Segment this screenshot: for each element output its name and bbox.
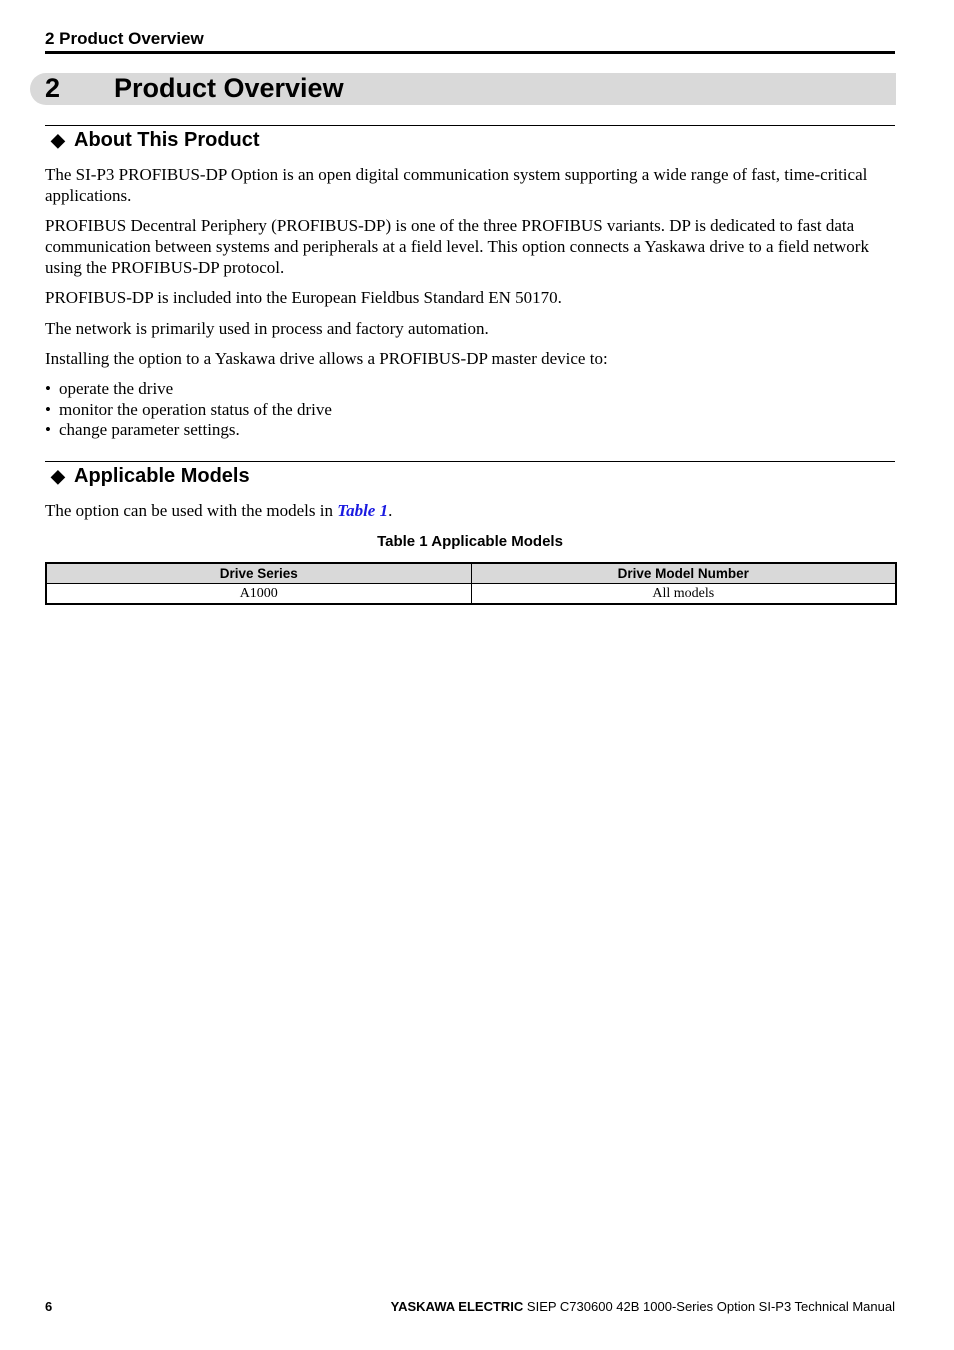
table-cell: A1000 xyxy=(46,584,471,605)
paragraph: The network is primarily used in process and factory automation. xyxy=(45,319,489,338)
bullet-dot-icon: • xyxy=(45,420,51,439)
table-header-row xyxy=(46,563,896,584)
footer-brand: YASKAWA ELECTRIC xyxy=(390,1299,524,1314)
diamond-bullet-icon: ◆ xyxy=(51,130,65,150)
section-models-heading xyxy=(45,461,895,488)
paragraph: The SI-P3 PROFIBUS-DP Option is an open digital communication system supporting a wide range of fast, time-critical applications. xyxy=(45,165,868,205)
section-about-heading xyxy=(45,125,895,152)
list-item xyxy=(45,400,895,421)
section-title: Applicable Models xyxy=(74,465,250,487)
table-1-link[interactable]: Table 1 xyxy=(337,501,389,520)
table-row xyxy=(46,584,896,605)
models-intro xyxy=(45,500,895,521)
paragraph: PROFIBUS-DP is included into the European Fieldbus Standard EN 50170. xyxy=(45,288,562,307)
chapter-number: 2 xyxy=(45,73,61,103)
list-item-text: operate the drive xyxy=(59,379,174,398)
table-cell: All models xyxy=(471,584,896,605)
intro-text: The option can be used with the models in xyxy=(45,501,338,520)
running-header: 2 Product Overview xyxy=(45,29,895,54)
list-item-text: change parameter settings. xyxy=(59,420,240,439)
chapter-heading-band xyxy=(30,73,896,105)
column-header-drive-model-number: Drive Model Number xyxy=(471,563,896,584)
page-number: 6 xyxy=(45,1299,53,1314)
table-caption: Table 1 Applicable Models xyxy=(377,533,563,550)
list-item-text: monitor the operation status of the drive xyxy=(59,399,332,419)
column-header-drive-series: Drive Series xyxy=(46,563,471,584)
intro-suffix: . xyxy=(388,501,393,520)
footer-doc-title xyxy=(391,1299,895,1314)
applicable-models-table xyxy=(45,562,897,605)
bullet-dot-icon: • xyxy=(45,399,51,419)
chapter-title: Product Overview xyxy=(114,73,344,103)
bullet-list xyxy=(45,379,895,441)
section-title: About This Product xyxy=(74,129,260,151)
bullet-dot-icon: • xyxy=(45,379,51,398)
paragraph: Installing the option to a Yaskawa drive allows a PROFIBUS-DP master device to: xyxy=(45,349,608,368)
list-item xyxy=(45,420,895,441)
footer-manual-title: SIEP C730600 42B 1000-Series Option SI-P3 Technical Manual xyxy=(523,1299,895,1314)
diamond-bullet-icon: ◆ xyxy=(51,466,65,486)
list-item xyxy=(45,379,895,400)
paragraph: PROFIBUS Decentral Periphery (PROFIBUS-DP) is one of the three PROFIBUS variants. DP is dedicated to fast data communication between systems and peripherals at a field level. This option connects a Yaskawa drive to a field network using the PROFIBUS-DP protocol. xyxy=(45,216,869,277)
